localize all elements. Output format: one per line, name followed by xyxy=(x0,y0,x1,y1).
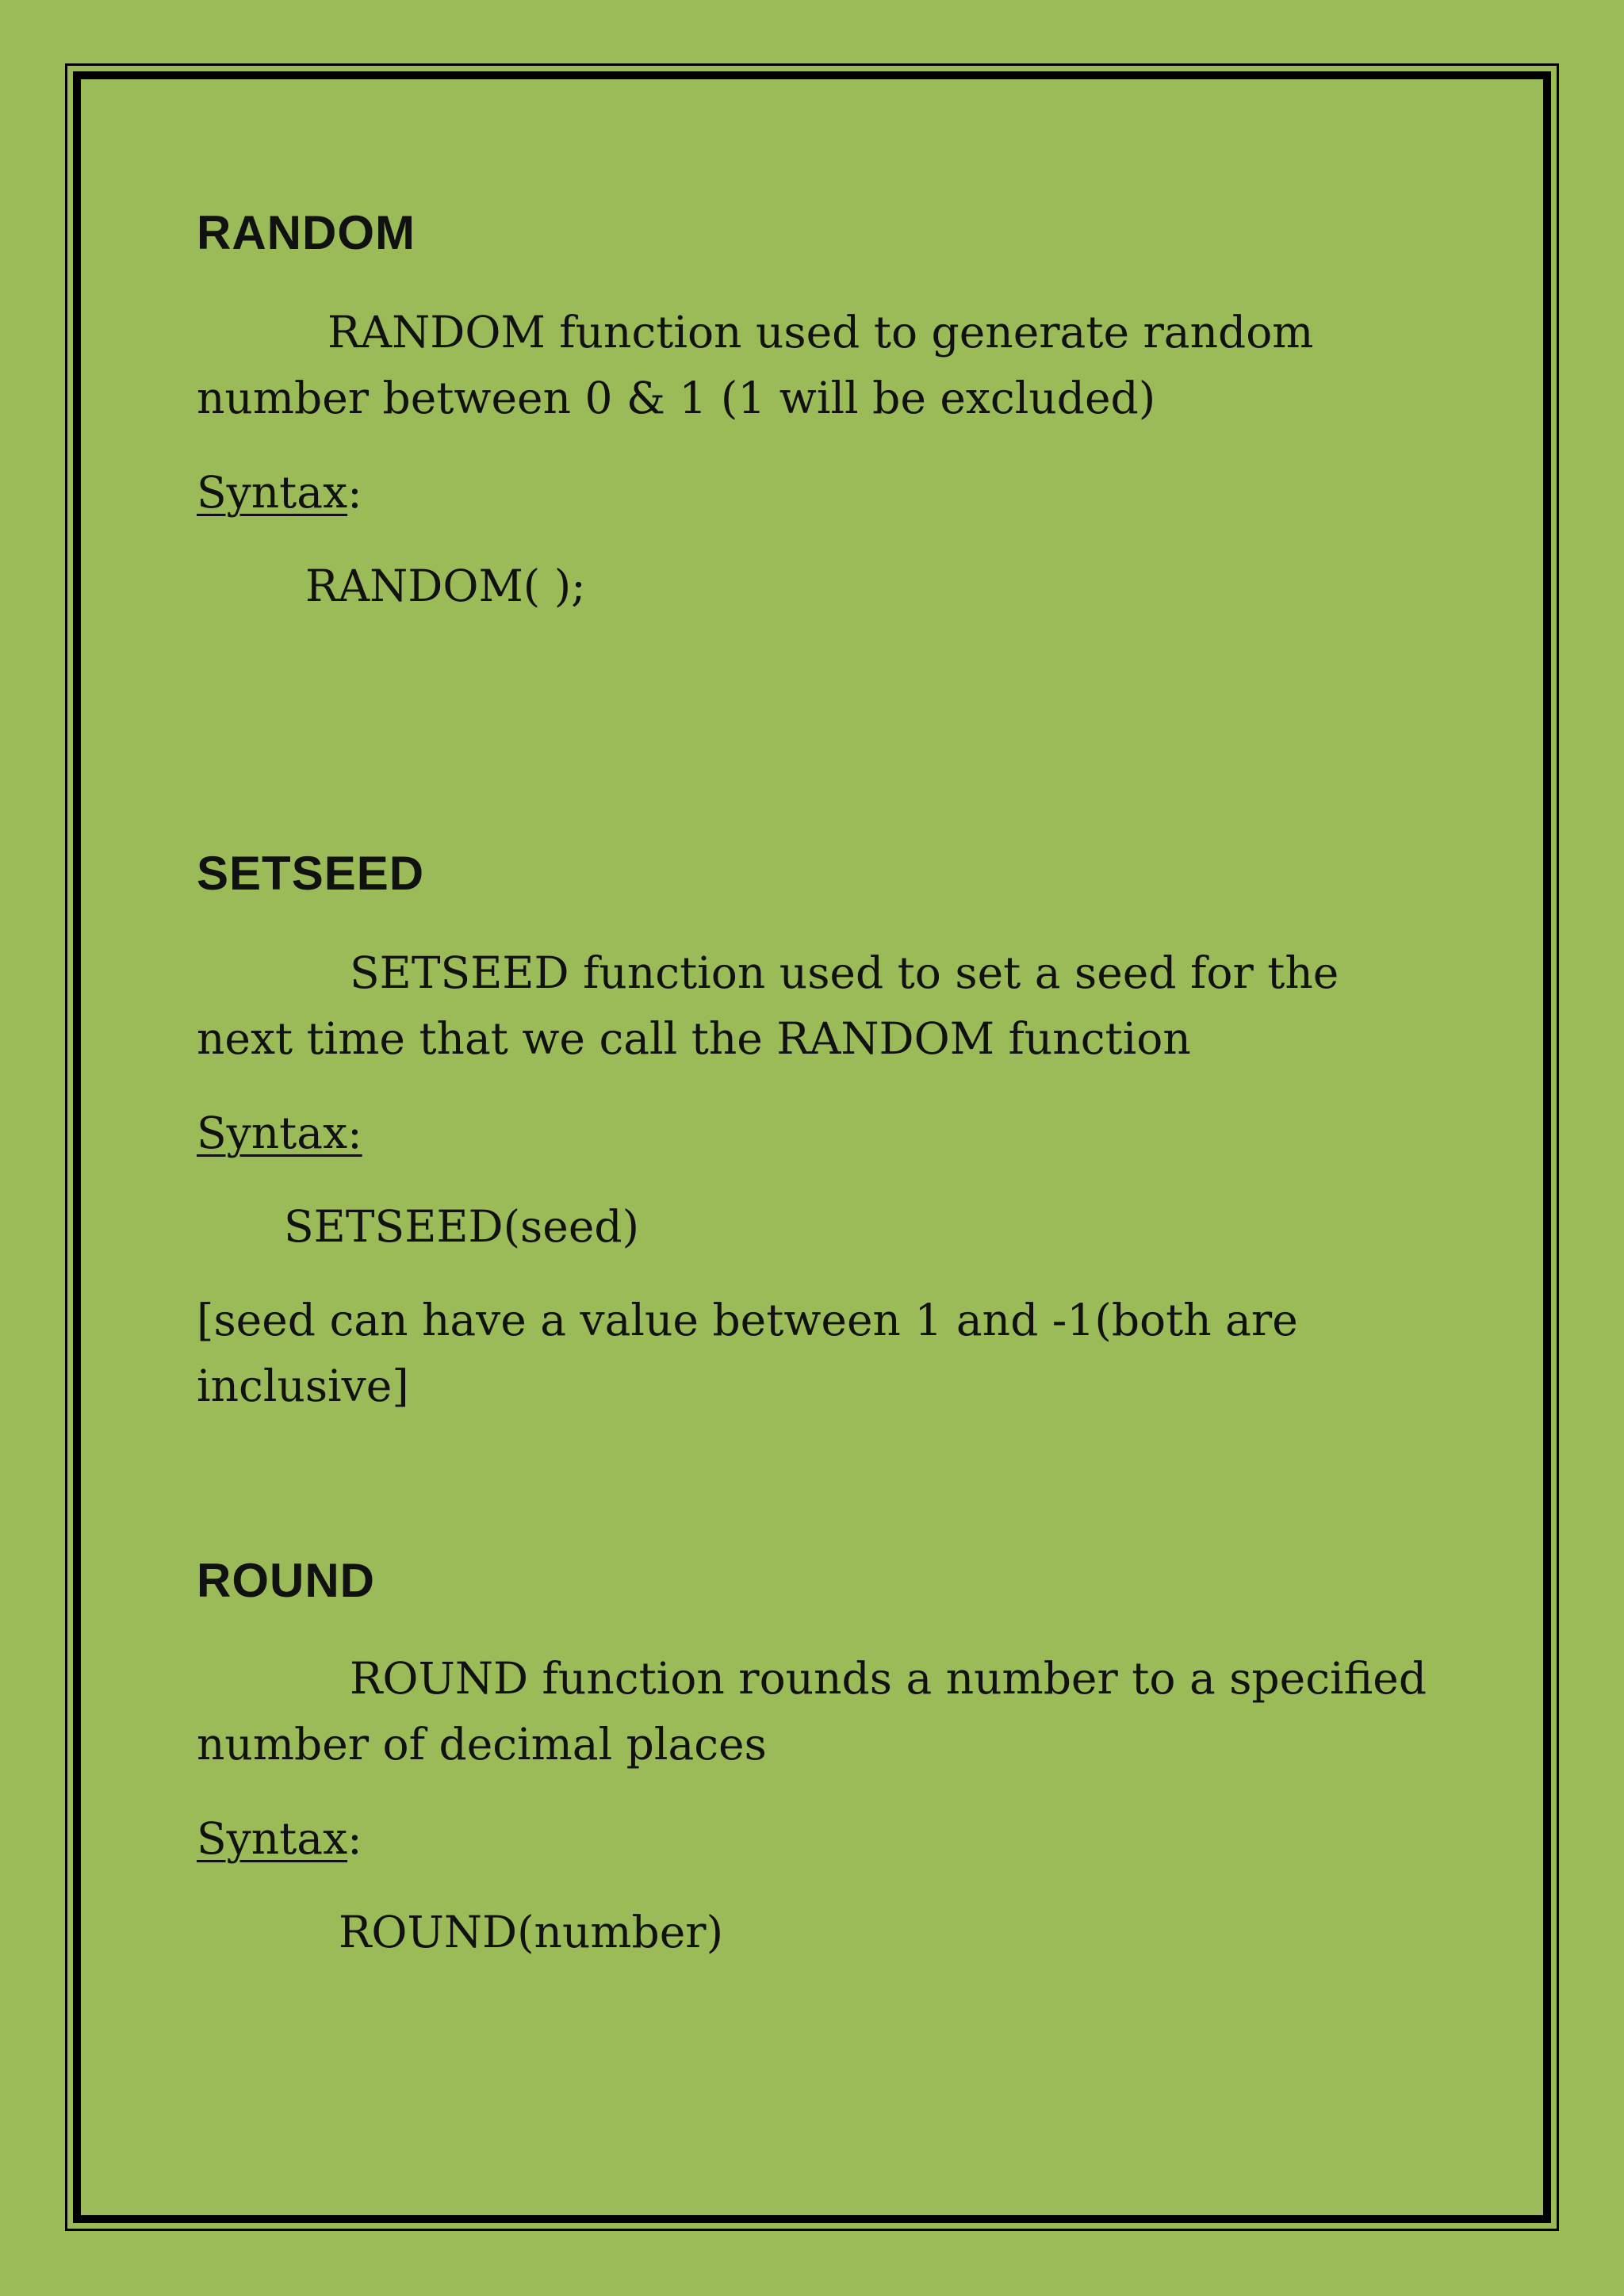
syntax-code-random: RANDOM( ); xyxy=(305,561,586,611)
heading-round: ROUND xyxy=(197,1554,375,1607)
syntax-label-setseed xyxy=(197,1100,362,1166)
syntax-label-random xyxy=(197,460,362,526)
syntax-label-text: Syntax xyxy=(197,1813,348,1864)
description-round: ROUND function rounds a number to a specified number of decimal places xyxy=(197,1653,1427,1770)
note-setseed: [seed can have a value between 1 and -1(both are inclusive] xyxy=(197,1295,1298,1411)
description-random: RANDOM function used to generate random number between 0 & 1 (1 will be excluded) xyxy=(197,307,1314,423)
syntax-label-colon: : xyxy=(347,1813,362,1864)
heading-setseed: SETSEED xyxy=(197,847,425,900)
syntax-code-setseed: SETSEED(seed) xyxy=(284,1201,640,1252)
syntax-label-text: Syntax: xyxy=(197,1108,362,1158)
heading-random: RANDOM xyxy=(197,206,416,259)
syntax-code-round: ROUND(number) xyxy=(339,1907,724,1957)
description-setseed: SETSEED function used to set a seed for the next time that we call the RANDOM function xyxy=(197,947,1339,1064)
syntax-label-text: Syntax xyxy=(197,467,348,518)
syntax-label-round xyxy=(197,1806,362,1872)
syntax-label-colon: : xyxy=(347,467,362,518)
